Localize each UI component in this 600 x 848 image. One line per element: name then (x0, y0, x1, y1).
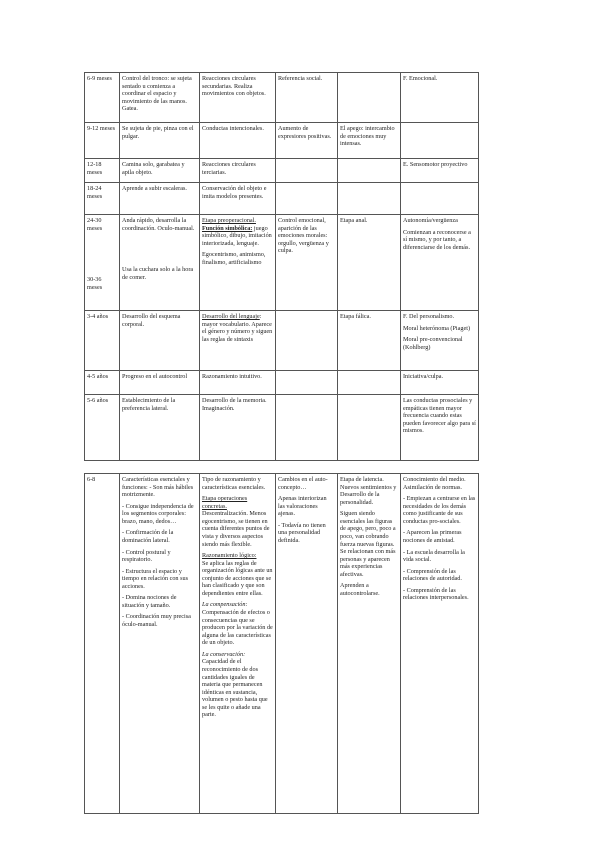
motor-item: - Domina nociones de situación y tamaño. (122, 594, 177, 609)
cognitive-cell (200, 215, 276, 311)
social-cell: Iniciativa/culpa. (401, 371, 479, 395)
social-text: F. Del personalismo. (403, 313, 455, 320)
table-row (85, 311, 479, 371)
egocentrism-text: Egocentrismo, animismo, finalismo, artificialismo (202, 251, 266, 266)
motor-cell: Progreso en el autocontrol (120, 371, 200, 395)
table-row (85, 159, 479, 183)
affective-cell: Referencia social. (276, 73, 338, 123)
social-cell: E. Sensomotor proyectivo (401, 159, 479, 183)
affective-cell (276, 311, 338, 371)
age-cell: 4-5 años (85, 371, 120, 395)
reasoning-intro: Tipo de razonamiento y características esenciales. (202, 476, 266, 491)
logic-title: Razonamiento lógico: (202, 552, 257, 560)
age-cell: 18-24 meses (85, 183, 120, 215)
sexual-item: Etapa de latencia. Nuevos sentimientos y Desarrollo de la personalidad. (340, 476, 397, 506)
sexual-cell (338, 474, 401, 814)
sexual-cell (338, 159, 401, 183)
age-cell: 3-4 años (85, 311, 120, 371)
logic-text: Se aplica las reglas de organización lógicas ante un conjunto de acciones que se han clasificado y que son dependientes entre ellas. (202, 559, 273, 597)
motor-cell: Desarrollo del esquema corporal. (120, 311, 200, 371)
social-text: Moral pre-convencional (Kohlberg) (403, 336, 463, 351)
social-text: Moral heterónoma (Piaget) (403, 324, 471, 332)
age-cell: 6-8 (85, 474, 120, 814)
cognitive-cell (200, 474, 276, 814)
compensation-text: Compensación de efectos o consecuencias que se producen por la variación de alguna de las características de un objeto. (202, 609, 273, 647)
social-cell (401, 183, 479, 215)
sexual-cell (338, 371, 401, 395)
motor-text: Anda rápido, desarrolla la coordinación. Oculo-manual. (122, 217, 195, 232)
language-text: : mayor vocabulario. Aparece el género y número y siguen las reglas de sintaxis (202, 313, 273, 343)
sexual-cell: Etapa anal. (338, 215, 401, 311)
social-cell (401, 474, 479, 814)
social-cell: F. Emocional. (401, 73, 479, 123)
social-item: - Comprensión de las relaciones de autoridad. (403, 567, 462, 583)
table-spacer-row (85, 461, 479, 474)
age-cell: 6-9 meses (85, 73, 120, 123)
sexual-cell: Etapa fálica. (338, 311, 401, 371)
compensation-title: La compensación: (202, 601, 248, 609)
sexual-cell: El apego: intercambio de emociones muy intensas. (338, 123, 401, 159)
concrete-ops-title: Etapa operaciones concretas. (202, 495, 248, 510)
motor-text: Usa la cuchara solo a la hora de comer. (122, 266, 194, 281)
conservation-title: La conservación: (202, 650, 246, 658)
affective-cell (276, 371, 338, 395)
symbolic-function-title: Función simbólica: (202, 224, 253, 232)
motor-cell: Establecimiento de la preferencia lateral. (120, 395, 200, 461)
age-cell: 9-12 meses (85, 123, 120, 159)
social-item: - Aparecen las primeras nociones de amistad. (403, 529, 462, 544)
affective-item: - Todavía no tienen una personalidad definida. (278, 521, 326, 544)
social-cell: Las conductas prosociales y empáticas tienen mayor frecuencia cuando estas pueden favorecer algo para sí mismos. (401, 395, 479, 461)
sexual-item: Siguen siendo esenciales las figuras de apego, pero, poco a poco, van cobrando fuerza nuevas figuras. Se relacionan con más personas y aparecen más experiencias afectivas. (340, 510, 396, 578)
affective-item: Cambios en el auto-concepto… (278, 476, 328, 491)
concrete-ops-text: Descentralización. Menos egocentrismo, se tienen en cuenta diferentes puntos de vista y diversos aspectos siendo más flexible. (202, 510, 270, 548)
age-cell: 12-18 meses (85, 159, 120, 183)
age-label: 30-36 meses (87, 276, 103, 291)
social-cell (401, 311, 479, 371)
table-row (85, 395, 479, 461)
development-table (84, 72, 479, 814)
spacer (87, 236, 117, 272)
social-title: Autonomía/vergüenza (403, 217, 458, 224)
affective-cell: Aumento de expresiores positivas. (276, 123, 338, 159)
cognitive-cell: Desarrollo de la memoria. Imaginación. (200, 395, 276, 461)
sexual-cell (338, 183, 401, 215)
table-row (85, 73, 479, 123)
motor-cell: Aprende a subir escaleras. (120, 183, 200, 215)
cognitive-cell: Conductas intencionales. (200, 123, 276, 159)
affective-cell (276, 183, 338, 215)
affective-cell (276, 395, 338, 461)
age-cell (85, 215, 120, 311)
table-row (85, 215, 479, 311)
motor-cell: Control del tronco: se sujeta sentado u comienza a coordinar el espacio y movimiento de las manos. Gatea. (120, 73, 200, 123)
age-label: 24-30 meses (87, 217, 103, 232)
social-item: - Comprensión de las relaciones interpersonales. (403, 586, 469, 602)
age-cell: 5-6 años (85, 395, 120, 461)
social-cell (401, 215, 479, 311)
language-link: Desarrollo del lenguaje (202, 313, 260, 320)
cognitive-cell: Reacciones circulares secundarias. Realiza movimientos con objetos. (200, 73, 276, 123)
motor-item: - Estructura el espacio y tiempo en relación con sus acciones. (122, 567, 188, 590)
table-row (85, 371, 479, 395)
motor-item: Características esenciales y funciones: - Son más hábiles motrizmente. (122, 476, 194, 499)
social-item: Conocimiento del medio. Asimilación de normas. (403, 476, 466, 491)
spacer (122, 236, 197, 262)
motor-item: - Consigue independencia de los segmentos corporales: brazo, mano, dedos… (122, 502, 194, 525)
affective-cell (276, 474, 338, 814)
table-row (85, 183, 479, 215)
sexual-cell (338, 395, 401, 461)
motor-cell: Camina solo, garabatea y apila objeto. (120, 159, 200, 183)
social-text: Comienzan a reconocerse a sí mismo, y por tanto, a diferenciarse de los demás. (403, 228, 471, 251)
motor-cell: Se sujeta de pie, pinza con el pulgar. (120, 123, 200, 159)
table-row (85, 474, 479, 814)
table-row (85, 123, 479, 159)
motor-item: - Coordinación muy precisa óculo-manual. (122, 613, 191, 628)
affective-item: Apenas interiorizan las valoraciones ajenas. (278, 495, 327, 518)
cognitive-cell: Conservación del objeto e imita modelos presentes. (200, 183, 276, 215)
motor-item: - Confirmación de la dominación lateral. (122, 529, 174, 544)
stage-title: Etapa preoperacional. (202, 217, 256, 224)
cognitive-cell: Razonamiento intuitivo. (200, 371, 276, 395)
conservation-text: Capacidad de el reconocimiento de dos cantidades iguales de materia que permanecen idénticas en sustancia, volumen o pesto hasta que se les quite o añade una parte. (202, 658, 268, 719)
sexual-item: Aprenden a autocontrolarse. (340, 582, 380, 597)
social-item: - La escuela desarrolla la vida social. (403, 548, 465, 564)
motor-cell (120, 474, 200, 814)
social-cell (401, 123, 479, 159)
affective-cell: Control emocional, aparición de las emociones morales: orgullo, vergüenza y culpa. (276, 215, 338, 311)
affective-cell (276, 159, 338, 183)
motor-item: - Control postural y respiratorio. (122, 548, 171, 564)
cognitive-cell (200, 311, 276, 371)
symbolic-function-text: juego simbólico, dibujo, imitación interiorizada, lenguaje. (202, 224, 272, 247)
motor-cell (120, 215, 200, 311)
sexual-cell (338, 73, 401, 123)
cognitive-cell: Reacciones circulares terciarias. (200, 159, 276, 183)
social-item: - Empiezan a centrarse en las necesidades de los demás como justificante de sus conductas pro-sociales. (403, 495, 476, 525)
